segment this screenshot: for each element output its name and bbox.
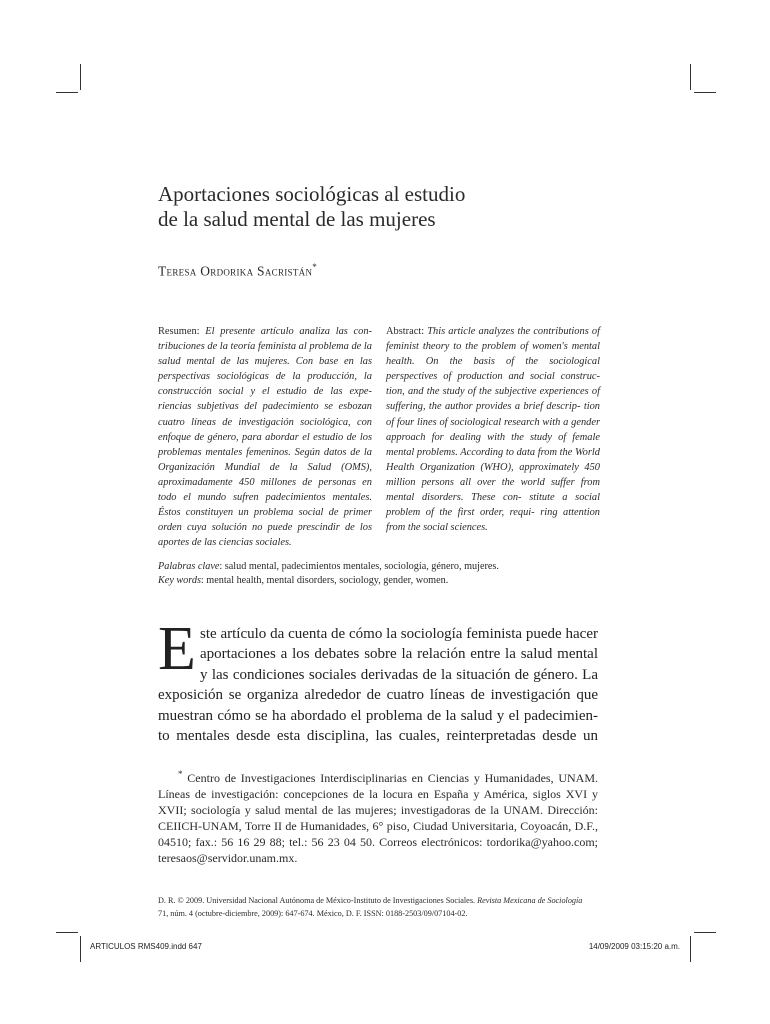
abstract-line: of feminist theory to the problem of women's	[386, 326, 600, 353]
slug-timestamp: 14/09/2009 03:15:20 a.m.	[588, 942, 680, 951]
keywords-text: : mental health, mental disorders, sociology, gender, women.	[200, 575, 449, 586]
abstract-line: de la Organización Mundial de la Salud (OMS),	[158, 446, 372, 473]
abstract-line: de la salud mental de las mujeres. Con base en	[158, 341, 372, 368]
abstract-line: Éstos constituyen un problema social de primer	[158, 507, 372, 519]
keywords-label: Palabras clave	[158, 561, 220, 572]
crop-mark	[694, 92, 716, 93]
copyright-text: D. R. © 2009. Universidad Nacional Autónoma de México-Instituto de Investigaciones Sociales.	[158, 896, 478, 905]
crop-mark	[80, 64, 81, 90]
footnote-mark: *	[178, 769, 183, 779]
abstract-label: Resumen:	[158, 326, 206, 337]
slug-filename: ARTICULOS RMS409.indd 647	[90, 942, 202, 951]
crop-mark	[690, 936, 691, 962]
keywords-text: : salud mental, padecimientos mentales, sociología, género, mujeres.	[219, 561, 499, 572]
abstract-line: tion, and the study of the subjective experiences	[386, 386, 589, 398]
abstract-line: approximately 450 million persons all over the	[386, 461, 600, 488]
body-line: muestran cómo se ha abordado el problema de la salud y el padecimien-	[158, 707, 598, 724]
keywords-spanish	[158, 560, 499, 574]
body-line: exposición se organiza alrededor de cuatro líneas de investigación que	[158, 687, 598, 704]
keywords-label: Key words	[158, 575, 201, 586]
crop-mark	[690, 64, 691, 90]
abstract-label: Abstract:	[386, 326, 428, 337]
abstract-line: a gender approach for dealing with the study	[386, 416, 600, 443]
footnote-line: XVII; sociología y salud mental de las mujeres; investigadoras de la UNAM. Dirección:	[158, 803, 598, 817]
abstract-line: from the World Health Organization (WHO),	[386, 446, 600, 473]
abstract-line: tion of four lines of sociological research with	[386, 401, 600, 428]
abstract-line: of suffering, the author provides a brief descrip-	[386, 386, 600, 413]
abstract-line: El presente artículo analiza las con-	[205, 326, 372, 337]
author-footnote-mark: *	[312, 262, 318, 272]
drop-cap: E	[158, 615, 196, 683]
abstract-english	[386, 324, 600, 535]
crop-mark	[80, 936, 81, 962]
footnote-line: 04510; fax.: 56 16 29 88; tel.: 56 23 04 50. Correos electrónicos: tordorika@yahoo.com;	[158, 835, 598, 849]
body-line: y las condiciones sociales derivadas de la situación de género. La	[200, 666, 598, 683]
crop-mark	[56, 932, 78, 933]
copyright-line: 71, núm. 4 (octubre-diciembre, 2009): 647-674. México, D. F. ISSN: 0188-2503/09/07104-02.	[158, 909, 468, 918]
title-line: de la salud mental de las mujeres	[158, 207, 436, 231]
crop-mark	[56, 92, 78, 93]
author-name-text: Teresa Ordorika Sacristán	[158, 263, 313, 279]
abstract-spanish	[158, 324, 372, 550]
abstract-line: perspectives of production and social construc-	[386, 371, 600, 383]
abstract-line: enfoque de género, para abordar el estudio de	[158, 431, 357, 443]
journal-name: Revista Mexicana de Sociología	[477, 896, 583, 905]
crop-mark	[694, 932, 716, 933]
abstract-line: todo el mundo sufren padecimientos mentales.	[158, 492, 372, 504]
copyright-notice	[158, 894, 598, 920]
author-footnote	[158, 766, 598, 866]
abstract-line: This article analyzes the contributions	[427, 326, 589, 337]
article-title	[158, 182, 608, 232]
abstract-line: ring attention from the social sciences.	[386, 507, 600, 534]
author-name	[158, 262, 317, 280]
abstract-text	[158, 326, 372, 548]
body-paragraph	[158, 624, 598, 746]
abstract-line: mental health. On the basis of the sociological	[386, 341, 600, 368]
abstract-line: aportes de las ciencias sociales.	[158, 537, 292, 549]
body-line: ste artículo da cuenta de cómo la sociología feminista puede hacer	[200, 626, 598, 642]
abstract-line: tribuciones de la teoría feminista al problema	[158, 341, 349, 353]
abstract-line: cuatro líneas de investigación sociológica, con	[158, 416, 372, 428]
abstract-line: stitute a social problem of the first order, requi-	[386, 492, 600, 519]
abstract-line: aproximadamente 450 millones de personas en	[158, 476, 372, 488]
footnote-line: teresaos@servidor.unam.mx.	[158, 851, 298, 865]
title-line: Aportaciones sociológicas al estudio	[158, 182, 466, 206]
footnote-line: Líneas de investigación: concepciones de la locura en España y América, siglos XVI y	[158, 787, 598, 801]
footnote-line	[158, 766, 598, 786]
body-line: aportaciones a los debates sobre la relación entre la salud mental	[200, 646, 598, 663]
abstract-line: riencias subjetivas del padecimiento se esbozan	[158, 401, 372, 413]
copyright-line	[158, 894, 598, 907]
abstract-line: world suffer from mental disorders. These con-	[386, 476, 600, 504]
abstract-line: las perspectivas sociológicas de la producción,	[158, 356, 372, 383]
abstract-line: of female mental problems. According to data	[386, 431, 600, 458]
keywords-english	[158, 574, 448, 588]
footnote-line: CEIICH-UNAM, Torre II de Humanidades, 6° piso, Ciudad Universitaria, Coyoacán, D.F.,	[158, 819, 598, 833]
body-line: to mentales desde esta disciplina, las cuales, reinterpretadas desde un	[158, 728, 598, 745]
abstract-line: orden cuya solución no puede prescindir de los	[158, 522, 372, 534]
footnote-line-text: Centro de Investigaciones Interdisciplinarias en Ciencias y Humanidades, UNAM.	[187, 771, 599, 785]
abstract-line: los problemas mentales femeninos. Según datos	[158, 431, 372, 458]
abstract-line: la construcción social y el estudio de las expe-	[158, 371, 372, 398]
abstract-text	[386, 326, 600, 533]
